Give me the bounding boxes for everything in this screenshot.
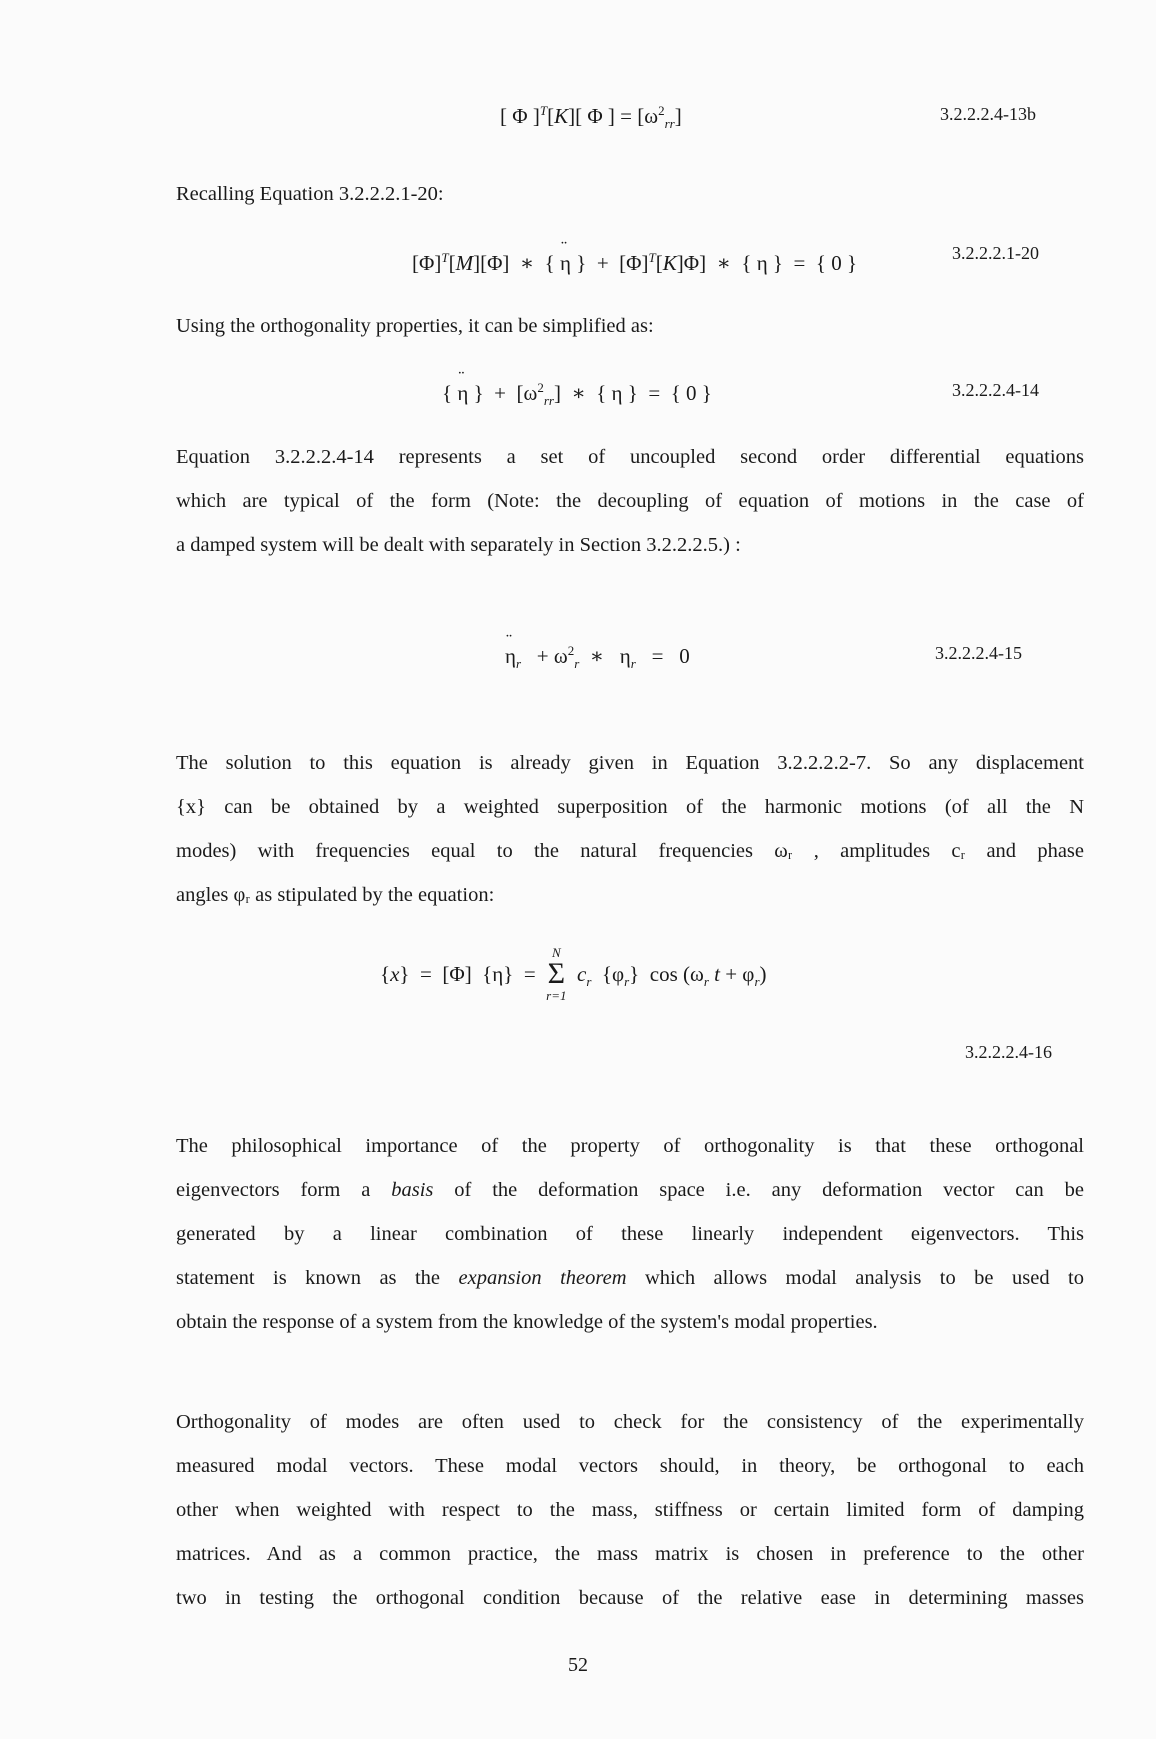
paragraph-4-line: other when weighted with respect to the mass, stiffness or certain limited form of damping: [176, 1499, 1084, 1521]
simplify-text: Using the orthogonality properties, it can be simplified as:: [176, 315, 654, 337]
equation-number-16: 3.2.2.2.4-16: [965, 1042, 1052, 1062]
paragraph-3: [176, 1124, 1084, 1344]
paragraph-3-line: generated by a linear combination of these linearly independent eigenvectors. This: [176, 1223, 1084, 1245]
paragraph-4: [176, 1400, 1084, 1620]
paragraph-2-line: The solution to this equation is already given in Equation 3.2.2.2.2-7. So any displacement: [176, 752, 1084, 774]
equation-number-13b: 3.2.2.2.4-13b: [940, 104, 1036, 124]
equation-1-20: $[\Phi]^T[M][\Phi]$ ∗ { ¨ η } + $[\Phi]^T[K]\Phi$] ∗ { η } = { 0 }: [412, 250, 857, 276]
paragraph-3-line: eigenvectors form a basis of the deformation space i.e. any deformation vector can be: [176, 1179, 1084, 1201]
equation-13b: [ Φ ]$^T$[K][ Φ ] = $[\omega^2_{rr}]$: [500, 103, 682, 132]
paragraph-1: [176, 435, 1084, 567]
equation-number-15: 3.2.2.2.4-15: [935, 643, 1022, 663]
recall-text: Recalling Equation 3.2.2.2.1-20:: [176, 183, 444, 205]
summation-lower-limit: r=1: [546, 988, 567, 1003]
equation-15: ¨ $\eta_r + \omega^2_r$ ∗ $\eta_r = 0$: [505, 643, 690, 672]
summation-upper-limit: N: [552, 945, 561, 960]
paragraph-3-line: The philosophical importance of the property of orthogonality is that these orthogonal: [176, 1135, 1084, 1157]
paragraph-4-line: matrices. And as a common practice, the mass matrix is chosen in preference to the other: [176, 1543, 1084, 1565]
summation-symbol: N Σ r=1: [546, 945, 567, 1003]
equation-number-14: 3.2.2.2.4-14: [952, 380, 1039, 400]
paragraph-2-line: angles φᵣ as stipulated by the equation:: [176, 884, 495, 906]
equation-number-1-20: 3.2.2.2.1-20: [952, 243, 1039, 263]
paragraph-2-line: modes) with frequencies equal to the natural frequencies ωᵣ , amplitudes cᵣ and phase: [176, 840, 1084, 862]
paragraph-4-line: two in testing the orthogonal condition because of the relative ease in determining masses: [176, 1587, 1084, 1609]
paragraph-4-line: measured modal vectors. These modal vectors should, in theory, be orthogonal to each: [176, 1455, 1084, 1477]
paragraph-4-line: Orthogonality of modes are often used to check for the consistency of the experimentally: [176, 1411, 1084, 1433]
paragraph-1-line: Equation 3.2.2.2.4-14 represents a set of uncoupled second order differential equations: [176, 446, 1084, 468]
equation-14: { ¨ η } + $[\omega^2_{rr}]$ ∗ { η } = { 0 }: [442, 380, 712, 409]
page-number: 52: [568, 1654, 588, 1676]
paragraph-1-line: a damped system will be dealt with separately in Section 3.2.2.2.5.) :: [176, 534, 741, 556]
paragraph-1-line: which are typical of the form (Note: the decoupling of equation of motions in the case of: [176, 490, 1084, 512]
paragraph-2-line: {x} can be obtained by a weighted superposition of the harmonic motions (of all the N: [176, 796, 1084, 818]
equation-16: {x} = [Φ] {η} = N Σ r=1 $c_r$ $\{\varphi_r\}$ $\cos (\omega_r$ $t + \varphi_r$): [380, 945, 767, 1003]
paragraph-2: [176, 741, 1084, 917]
paragraph-3-line: statement is known as the expansion theorem which allows modal analysis to be used to: [176, 1267, 1084, 1289]
paragraph-3-line: obtain the response of a system from the knowledge of the system's modal properties.: [176, 1311, 878, 1333]
